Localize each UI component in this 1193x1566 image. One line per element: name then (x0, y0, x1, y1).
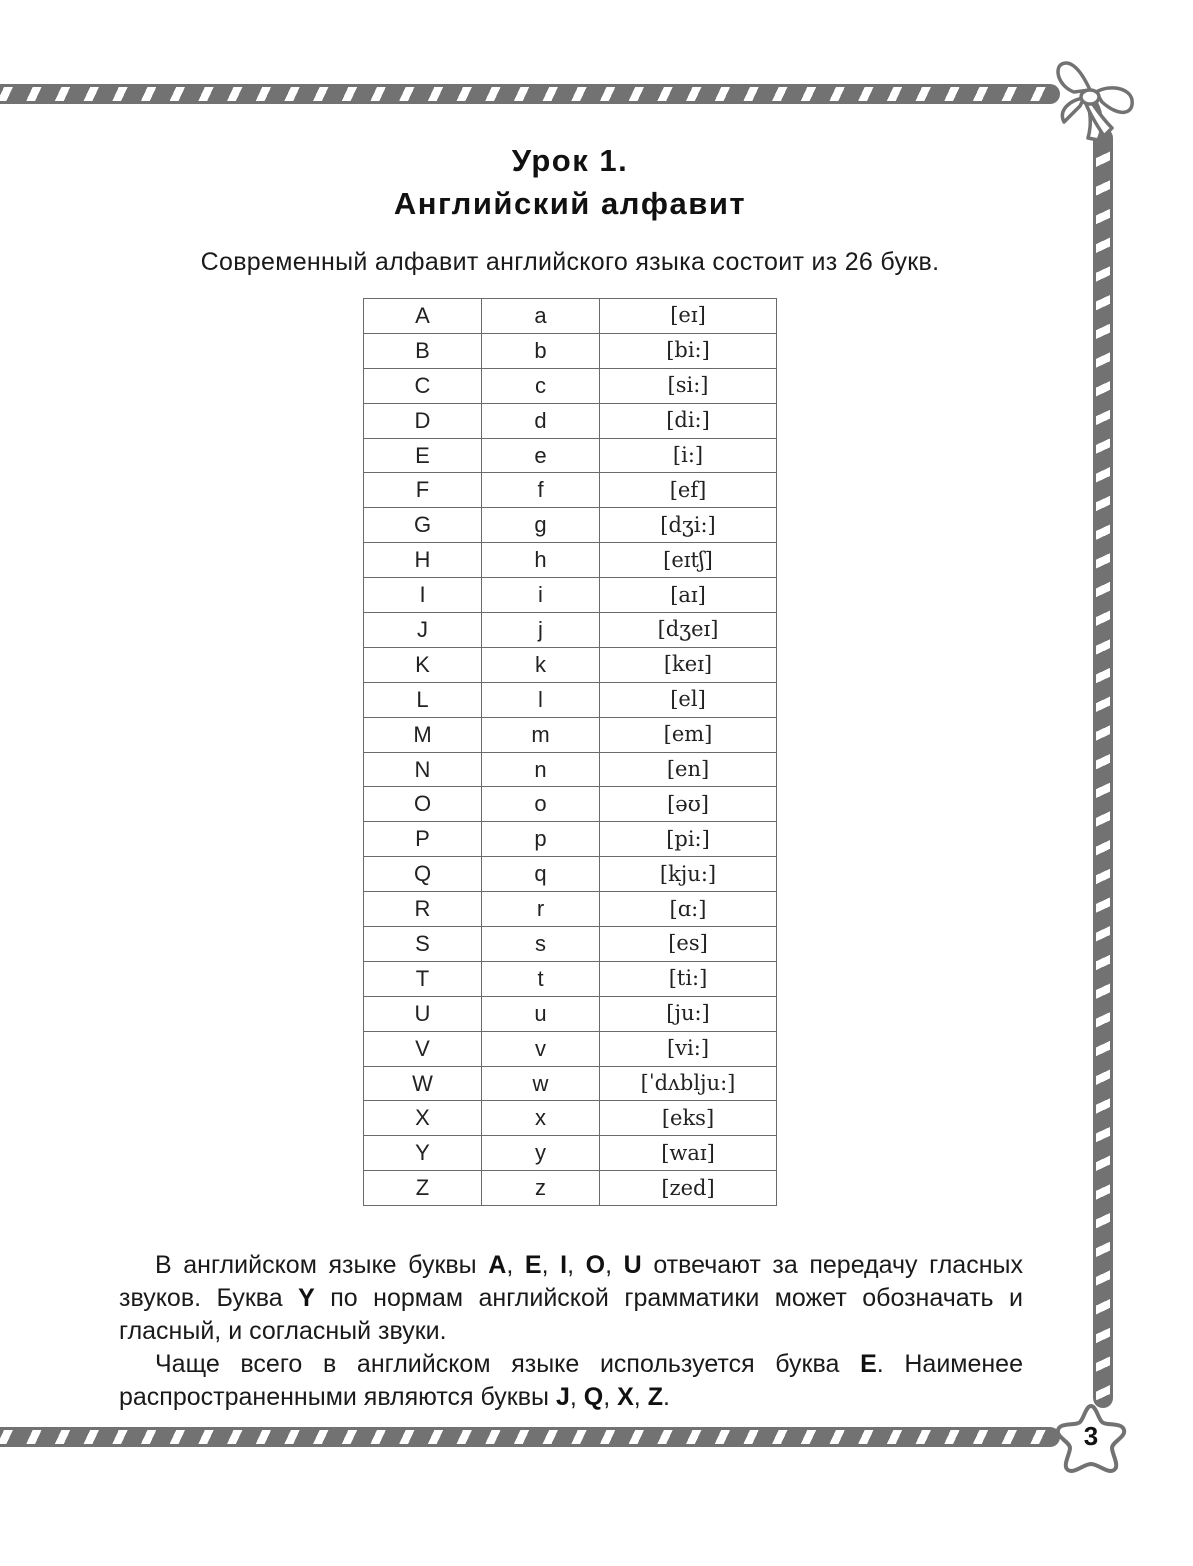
rope-border-bottom (0, 1427, 1060, 1447)
bold-letter: I (560, 1251, 568, 1279)
text-run: , (569, 1383, 584, 1411)
uppercase-cell: P (364, 822, 482, 857)
alphabet-table-body (364, 299, 777, 1206)
bold-letter: E (524, 1251, 542, 1279)
text-run: по нормам английской грамматики может обозначать и гласный, и согласный звуки. (119, 1284, 1023, 1345)
bold-letter: O (585, 1251, 606, 1279)
transcription-cell: [ˈdʌblju:] (600, 1066, 777, 1101)
table-row (364, 578, 777, 613)
table-row (364, 717, 777, 752)
table-row (364, 508, 777, 543)
table-row (364, 787, 777, 822)
uppercase-cell: K (364, 647, 482, 682)
transcription-cell: [el] (600, 682, 777, 717)
vowels-paragraph (119, 1249, 1023, 1348)
text-run: . (662, 1383, 670, 1411)
uppercase-cell: R (364, 892, 482, 927)
rope-border-top (0, 84, 1060, 104)
lowercase-cell: g (482, 508, 600, 543)
text-run: , (567, 1251, 586, 1279)
table-row (364, 543, 777, 578)
lowercase-cell: t (482, 961, 600, 996)
lowercase-cell: z (482, 1171, 600, 1206)
table-row (364, 961, 777, 996)
lowercase-cell: m (482, 717, 600, 752)
lowercase-cell: j (482, 613, 600, 648)
bold-letter: A (488, 1251, 507, 1279)
lowercase-cell: a (482, 299, 600, 334)
transcription-cell: [əʊ] (600, 787, 777, 822)
page-number: 3 (1083, 1421, 1099, 1451)
uppercase-cell: B (364, 333, 482, 368)
lowercase-cell: y (482, 1136, 600, 1171)
uppercase-cell: Z (364, 1171, 482, 1206)
transcription-cell: [kju:] (600, 857, 777, 892)
transcription-cell: [ju:] (600, 996, 777, 1031)
bold-letter: J (555, 1383, 570, 1411)
transcription-cell: [em] (600, 717, 777, 752)
table-row (364, 857, 777, 892)
table-row (364, 613, 777, 648)
uppercase-cell: D (364, 403, 482, 438)
uppercase-cell: X (364, 1101, 482, 1136)
uppercase-cell: F (364, 473, 482, 508)
uppercase-cell: T (364, 961, 482, 996)
table-row (364, 368, 777, 403)
transcription-cell: [pi:] (600, 822, 777, 857)
lowercase-cell: d (482, 403, 600, 438)
uppercase-cell: E (364, 438, 482, 473)
table-row (364, 682, 777, 717)
transcription-cell: [eks] (600, 1101, 777, 1136)
uppercase-cell: U (364, 996, 482, 1031)
transcription-cell: [eɪtʃ] (600, 543, 777, 578)
transcription-cell: [es] (600, 927, 777, 962)
transcription-cell: [dʒeɪ] (600, 613, 777, 648)
lowercase-cell: l (482, 682, 600, 717)
intro-text: Современный алфавит английского языка состоит из 26 букв. (200, 248, 940, 276)
bold-letter: E (860, 1350, 877, 1378)
uppercase-cell: I (364, 578, 482, 613)
table-row (364, 647, 777, 682)
lowercase-cell: s (482, 927, 600, 962)
uppercase-cell: A (364, 299, 482, 334)
table-row (364, 1171, 777, 1206)
lowercase-cell: h (482, 543, 600, 578)
transcription-cell: [keɪ] (600, 647, 777, 682)
bold-letter: Q (583, 1383, 604, 1411)
bold-letter: X (617, 1383, 634, 1411)
table-row (364, 752, 777, 787)
uppercase-cell: Y (364, 1136, 482, 1171)
table-row (364, 333, 777, 368)
lowercase-cell: c (482, 368, 600, 403)
transcription-cell: [di:] (600, 403, 777, 438)
table-row (364, 1136, 777, 1171)
lowercase-cell: f (482, 473, 600, 508)
uppercase-cell: L (364, 682, 482, 717)
bold-letter: U (623, 1251, 642, 1279)
lowercase-cell: r (482, 892, 600, 927)
lowercase-cell: q (482, 857, 600, 892)
transcription-cell: [ti:] (600, 961, 777, 996)
lowercase-cell: x (482, 1101, 600, 1136)
uppercase-cell: H (364, 543, 482, 578)
bow-icon (1040, 58, 1140, 148)
text-run: , (506, 1251, 525, 1279)
table-row (364, 403, 777, 438)
uppercase-cell: N (364, 752, 482, 787)
text-run: В английском языке буквы (155, 1251, 489, 1279)
uppercase-cell: W (364, 1066, 482, 1101)
lowercase-cell: p (482, 822, 600, 857)
text-run: , (541, 1251, 561, 1279)
table-row (364, 473, 777, 508)
transcription-cell: [si:] (600, 368, 777, 403)
transcription-cell: [ɑ:] (600, 892, 777, 927)
transcription-cell: [eɪ] (600, 299, 777, 334)
lesson-number-heading: Урок 1. (511, 143, 629, 178)
text-run: Чаще всего в английском языке используется буква (155, 1350, 861, 1378)
rope-border-right (1093, 128, 1113, 1408)
lowercase-cell: i (482, 578, 600, 613)
alphabet-table (363, 298, 777, 1206)
uppercase-cell: J (364, 613, 482, 648)
table-row (364, 927, 777, 962)
text-run: , (605, 1251, 624, 1279)
text-run: . Наименее распространенными являются буквы (119, 1350, 1023, 1411)
transcription-cell: [en] (600, 752, 777, 787)
lowercase-cell: w (482, 1066, 600, 1101)
bold-letter: Z (647, 1383, 663, 1411)
transcription-cell: [zed] (600, 1171, 777, 1206)
table-row (364, 996, 777, 1031)
frequency-paragraph (119, 1348, 1023, 1414)
lowercase-cell: k (482, 647, 600, 682)
transcription-cell: [waɪ] (600, 1136, 777, 1171)
table-row (364, 438, 777, 473)
uppercase-cell: Q (364, 857, 482, 892)
bold-letter: Y (298, 1284, 315, 1312)
lowercase-cell: e (482, 438, 600, 473)
text-run: , (603, 1383, 618, 1411)
lesson-title-heading: Английский алфавит (393, 186, 747, 221)
transcription-cell: [ef] (600, 473, 777, 508)
lowercase-cell: o (482, 787, 600, 822)
table-row (364, 1066, 777, 1101)
text-run: отвечают за передачу гласных звуков. Буква (119, 1251, 1023, 1312)
uppercase-cell: O (364, 787, 482, 822)
lowercase-cell: v (482, 1031, 600, 1066)
uppercase-cell: C (364, 368, 482, 403)
text-run: , (633, 1383, 648, 1411)
uppercase-cell: G (364, 508, 482, 543)
table-row (364, 299, 777, 334)
table-row (364, 1031, 777, 1066)
transcription-cell: [aɪ] (600, 578, 777, 613)
transcription-cell: [vi:] (600, 1031, 777, 1066)
table-row (364, 892, 777, 927)
lowercase-cell: u (482, 996, 600, 1031)
table-row (364, 1101, 777, 1136)
transcription-cell: [dʒi:] (600, 508, 777, 543)
lowercase-cell: n (482, 752, 600, 787)
uppercase-cell: M (364, 717, 482, 752)
uppercase-cell: V (364, 1031, 482, 1066)
transcription-cell: [i:] (600, 438, 777, 473)
lowercase-cell: b (482, 333, 600, 368)
uppercase-cell: S (364, 927, 482, 962)
table-row (364, 822, 777, 857)
transcription-cell: [bi:] (600, 333, 777, 368)
